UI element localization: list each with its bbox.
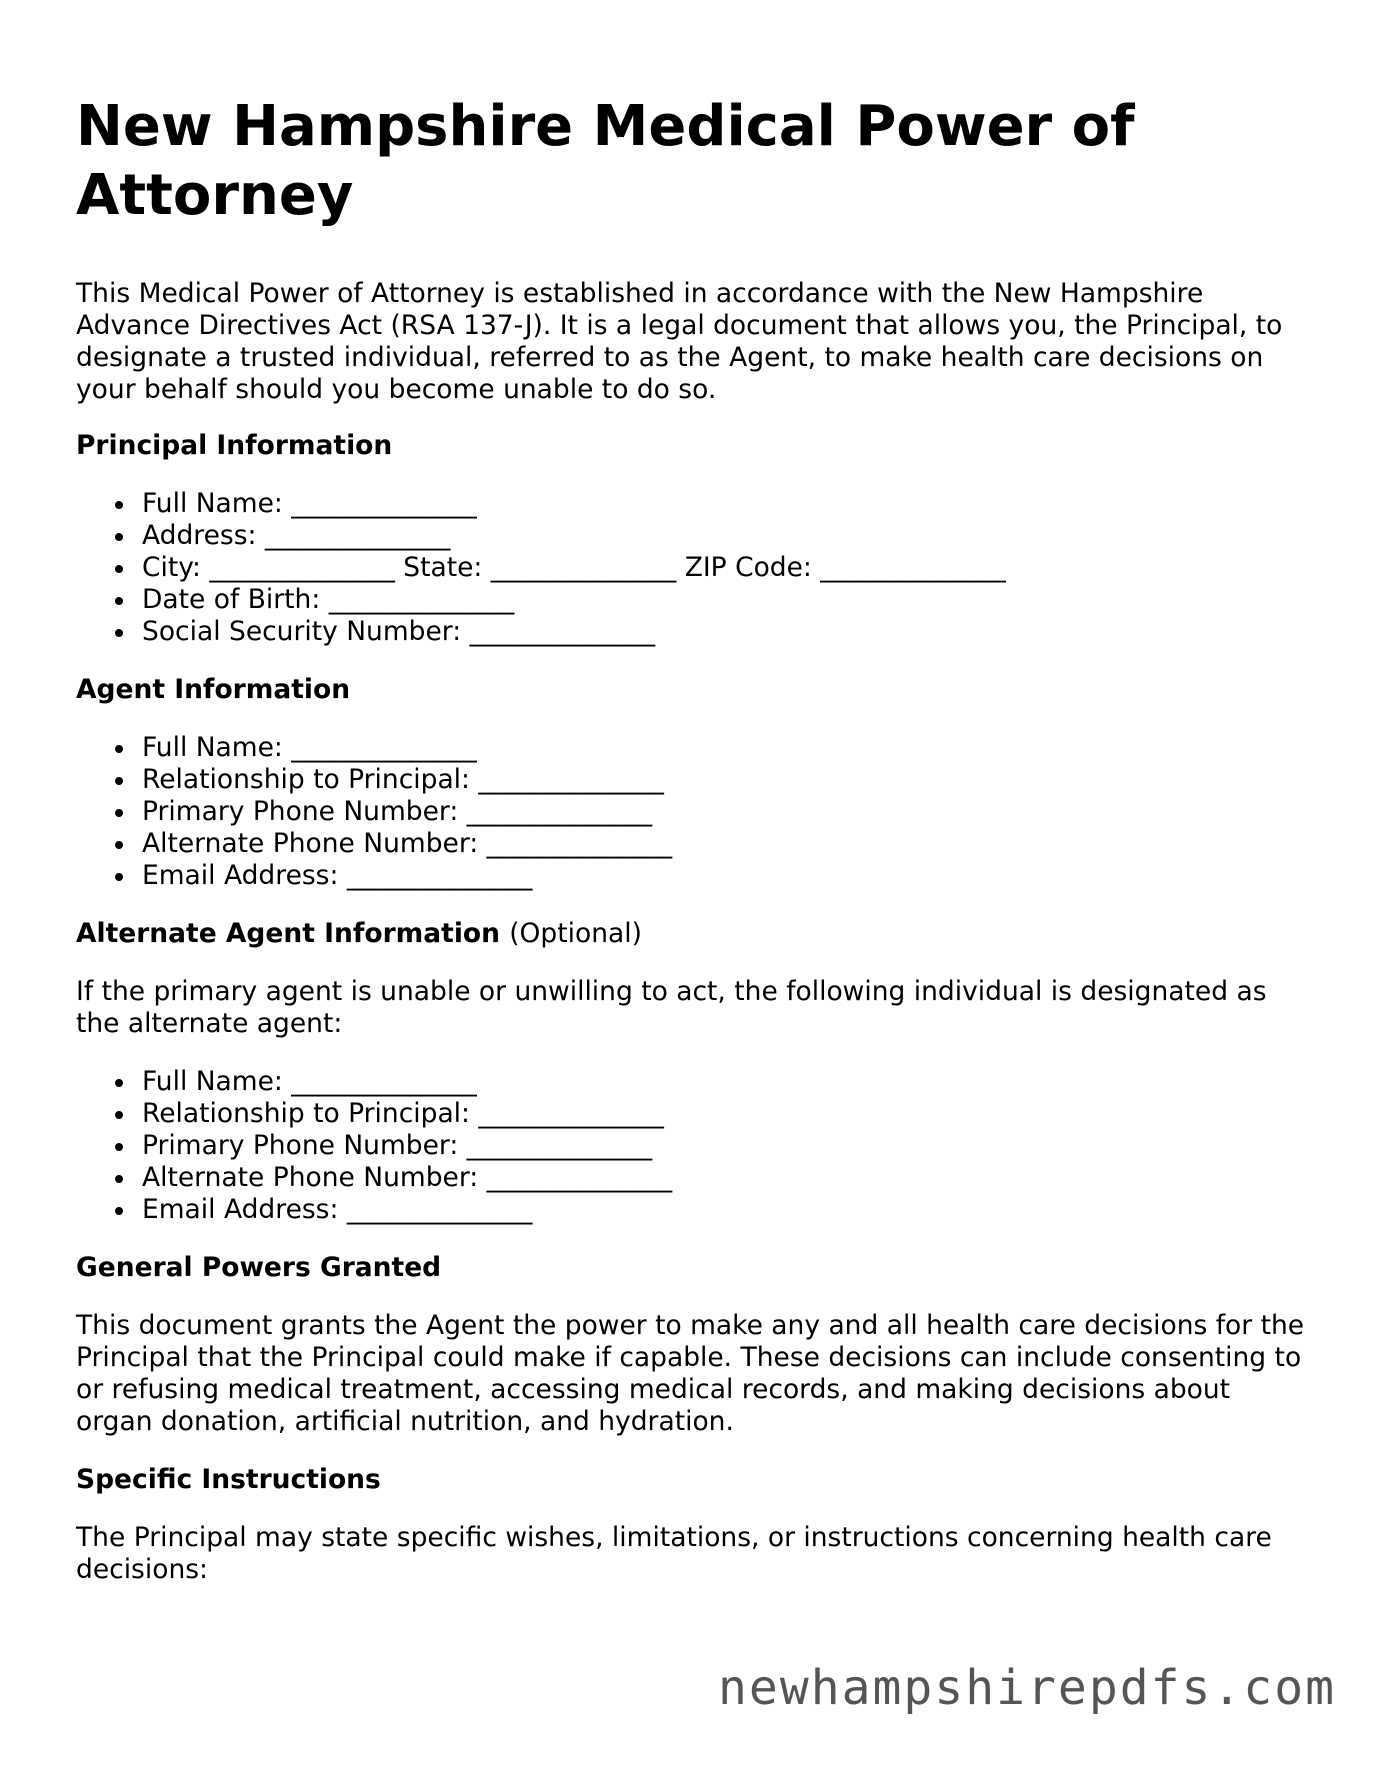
principal-ssn: Social Security Number: ______________ [142,616,1306,648]
principal-city-state-zip: City: ______________ State: ______________ ZIP Code: ______________ [142,552,1306,584]
alternate-alternate-phone: Alternate Phone Number: ______________ [142,1162,1306,1194]
optional-note: (Optional) [509,918,642,949]
alternate-agent-paragraph: If the primary agent is unable or unwilling to act, the following individual is designated as the alternate agent: [76,976,1267,1039]
agent-alternate-phone: Alternate Phone Number: ______________ [142,828,1306,860]
principal-address: Address: ______________ [142,520,1306,552]
agent-relationship: Relationship to Principal: ______________ [142,764,1306,796]
agent-fields [76,732,1306,892]
powers-heading: General Powers Granted [76,1252,442,1283]
principal-heading: Principal Information [76,430,393,461]
agent-heading: Agent Information [76,674,351,705]
agent-primary-phone: Primary Phone Number: ______________ [142,796,1306,828]
alternate-agent-heading [76,918,1306,950]
principal-full-name: Full Name: ______________ [142,488,1306,520]
site-watermark: newhampshirepdfs.com [718,1660,1336,1716]
intro-paragraph: This Medical Power of Attorney is established in accordance with the New Hampshire Advance Directives Act (RSA 137-J). It is a legal document that allows you, the Principal, to designate a trusted individual, referred to as the Agent, to make health care decisions on your behalf should you become unable to do so. [76,278,1283,405]
document-page [76,92,1306,1586]
powers-paragraph: This document grants the Agent the power to make any and all health care decisions for the Principal that the Principal could make if capable. These decisions can include consenting to or refusing medical treatment, accessing medical records, and making decisions about organ donation, artificial nutrition, and hydration. [76,1310,1305,1437]
alternate-agent-heading-text: Alternate Agent Information [76,918,500,949]
agent-full-name: Full Name: ______________ [142,732,1306,764]
instructions-paragraph: The Principal may state specific wishes, limitations, or instructions concerning health care decisions: [76,1522,1272,1585]
document-title: New Hampshire Medical Power of Attorney [76,94,1135,228]
alternate-primary-phone: Primary Phone Number: ______________ [142,1130,1306,1162]
alternate-full-name: Full Name: ______________ [142,1066,1306,1098]
alternate-agent-fields [76,1066,1306,1226]
instructions-heading: Specific Instructions [76,1464,381,1495]
principal-date-of-birth: Date of Birth: ______________ [142,584,1306,616]
alternate-email: Email Address: ______________ [142,1194,1306,1226]
principal-fields [76,488,1306,648]
alternate-relationship: Relationship to Principal: ______________ [142,1098,1306,1130]
agent-email: Email Address: ______________ [142,860,1306,892]
